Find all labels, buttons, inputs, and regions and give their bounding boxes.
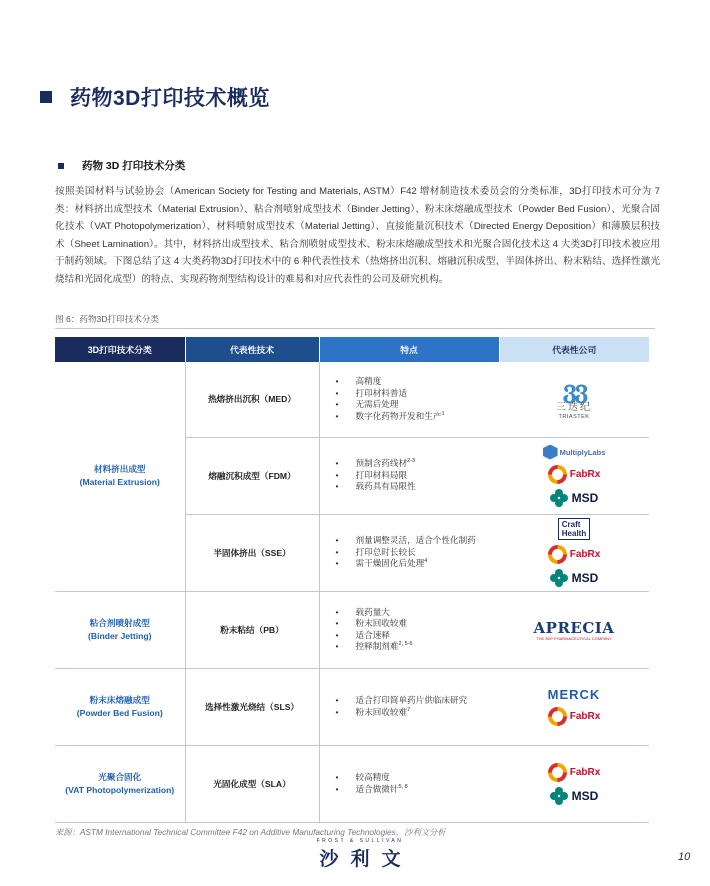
merck-logo: MERCK xyxy=(547,687,601,702)
crafthealth-logo: Craft Health xyxy=(558,518,590,540)
list-item: • 粉末回收较难 xyxy=(336,618,500,630)
body-paragraph: 按照美国材料与试验协会（American Society for Testing and Materials, ASTM）F42 增材制造技术委员会的分类标准，3D打印技术可分为 7 类：材料挤出成型技术（Material Extrusion）、粘合剂喷射成型技术（Binder Jetting）、粉末床熔融成型技术（Powder Bed Fusion）、光聚合固化技术（VAT Photopolymerization）、材料喷射成型技术（Material Jetting）、直接能量沉积技术（Directed Energy Deposition）和薄膜层积技术（Sheet Lamination）。其中，材料挤出成型技术、粘合剂喷射成型技术、粉末床熔融成型技术和光聚合固化技术这 4 大类3D打印技术被应用于制药领域。下图总结了这 4 大类药物3D打印技术中的 6 种代表性技术（热熔挤出沉积、熔融沉积成型、半固体挤出、粉末粘结、选择性激光烧结和光固化成型）的特点、实现药物剂型结构设计的难易和对应代表性的公司及研究机构。 xyxy=(55,186,660,285)
list-item: • 控释制剂难$^{2, 5-6}$ xyxy=(336,641,500,653)
figure-divider xyxy=(55,328,655,329)
fabrx-icon xyxy=(548,545,567,564)
tech-fdm: 熔融沉积成型（FDM） xyxy=(185,437,319,514)
fabrx-icon xyxy=(548,465,567,484)
msd-logo: MSD xyxy=(550,489,599,507)
msd-icon xyxy=(550,787,568,805)
features-sla xyxy=(319,745,499,822)
msd-icon xyxy=(550,569,568,587)
companies-fdm xyxy=(499,437,649,514)
fabrx-icon xyxy=(548,763,567,782)
page-title xyxy=(40,82,270,112)
source-note: 来源：ASTM International Technical Committee F42 on Additive Manufacturing Technologies，沙利文分析 xyxy=(55,827,446,837)
list-item: • 剂量调整灵活，适合个性化制药 xyxy=(336,535,500,547)
list-item: • 预制含药线材$^{2-3}$ xyxy=(336,458,500,470)
list-item: • 需干燥固化后处理$^4$ xyxy=(336,558,500,570)
header-tech: 代表性技术 xyxy=(185,337,319,362)
table-header-row xyxy=(55,337,649,362)
section-square-icon xyxy=(58,163,64,169)
companies-sse xyxy=(499,514,649,591)
tech-sls: 选择性激光烧结（SLS） xyxy=(185,668,319,745)
companies-pb xyxy=(499,591,649,668)
header-features: 特点 xyxy=(319,337,499,362)
msd-logo: MSD xyxy=(550,569,599,587)
fabrx-logo: FabRx xyxy=(548,465,601,484)
list-item: • 打印总时长较长 xyxy=(336,547,500,559)
multiplylabs-logo: MultiplyLabs xyxy=(543,445,606,460)
aprecia-logo: APRECIA THE 3DP PHARMACEUTICAL COMPANY xyxy=(533,618,615,641)
title-square-icon xyxy=(40,91,52,103)
figure-caption: 图 6：药物3D打印技术分类 xyxy=(55,314,160,324)
msd-icon xyxy=(550,489,568,507)
companies-med xyxy=(499,362,649,437)
table-row xyxy=(55,591,649,668)
multiplylabs-icon xyxy=(543,445,558,460)
category-powder-bed-fusion: 粉末床熔融成型 (Powder Bed Fusion) xyxy=(55,668,185,745)
table-row xyxy=(55,668,649,745)
fabrx-logo: FabRx xyxy=(548,763,601,782)
tech-sse: 半固体挤出（SSE） xyxy=(185,514,319,591)
features-med xyxy=(319,362,499,437)
features-fdm xyxy=(319,437,499,514)
list-item: • 打印材料普适 xyxy=(336,388,500,400)
section-title xyxy=(58,158,185,173)
tech-classification-table xyxy=(55,337,649,823)
fabrx-logo: FabRx xyxy=(548,707,601,726)
table-row xyxy=(55,745,649,822)
category-vat-photopolymerization: 光聚合固化 (VAT Photopolymerization) xyxy=(55,745,185,822)
triastek-mark-icon: ვვ xyxy=(562,375,586,405)
msd-logo: MSD xyxy=(550,787,599,805)
list-item: • 适合速释 xyxy=(336,630,500,642)
fabrx-icon xyxy=(548,707,567,726)
tech-pb: 粉末粘结（PB） xyxy=(185,591,319,668)
footer-brand-logo: FROST & SULLIVAN 沙利文 xyxy=(316,838,413,870)
category-binder-jetting: 粘合剂喷射成型 (Binder Jetting) xyxy=(55,591,185,668)
list-item: • 适合做微针$^{5, 8}$ xyxy=(336,784,500,796)
list-item: • 载药具有局限性 xyxy=(336,481,500,493)
page-title-text: 药物3D打印技术概览 xyxy=(70,87,270,110)
fabrx-logo: FabRx xyxy=(548,545,601,564)
features-sse xyxy=(319,514,499,591)
list-item: • 粉末回收较难$^7$ xyxy=(336,707,500,719)
list-item: • 无需后处理 xyxy=(336,399,500,411)
features-sls xyxy=(319,668,499,745)
tech-sla: 光固化成型（SLA） xyxy=(185,745,319,822)
list-item: • 高精度 xyxy=(336,376,500,388)
triastek-logo: ვვ 三迭纪 TRIASTEK xyxy=(556,375,592,421)
companies-sla xyxy=(499,745,649,822)
section-title-text: 药物 3D 打印技术分类 xyxy=(82,160,186,172)
list-item: • 载药量大 xyxy=(336,607,500,619)
page-number: 10 xyxy=(678,851,691,863)
tech-med: 热熔挤出沉积（MED） xyxy=(185,362,319,437)
table-row xyxy=(55,362,649,437)
header-companies: 代表性公司 xyxy=(499,337,649,362)
list-item: • 较高精度 xyxy=(336,772,500,784)
features-pb xyxy=(319,591,499,668)
companies-sls xyxy=(499,668,649,745)
list-item: • 数字化药物开发和生产$^1$ xyxy=(336,411,500,423)
list-item: • 适合打印简单药片供临床研究 xyxy=(336,695,500,707)
list-item: • 打印材料局限 xyxy=(336,470,500,482)
header-category: 3D打印技术分类 xyxy=(55,337,185,362)
category-material-extrusion: 材料挤出成型 (Material Extrusion) xyxy=(55,362,185,591)
